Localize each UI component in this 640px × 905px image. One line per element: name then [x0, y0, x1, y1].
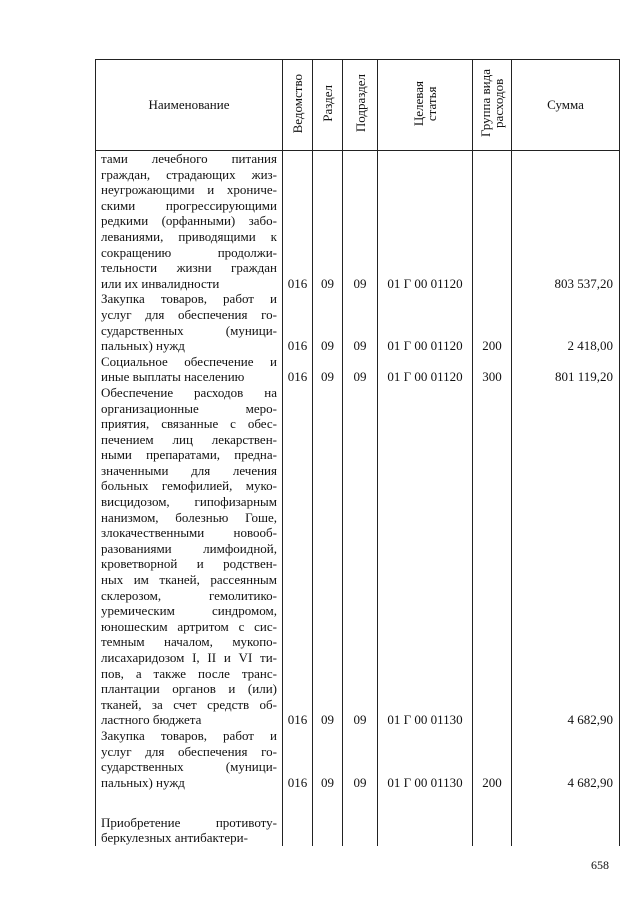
row-name-line: беркулезных антибактери- [101, 830, 248, 846]
row-podrazdel [343, 790, 378, 846]
header-name: Наименование [96, 60, 283, 151]
row-gruppa: 200 [473, 291, 512, 353]
row-name-line: склерозом, гемолитико- [101, 587, 277, 603]
row-name-line: тельности жизни граждан [101, 260, 277, 276]
row-summa: 2 418,00 [512, 291, 620, 353]
row-name-cell [96, 728, 283, 790]
header-summa: Сумма [512, 60, 620, 151]
row-name-line: или их инвалидности [101, 275, 220, 291]
row-vedomstvo: 016 [283, 385, 313, 728]
row-vedomstvo: 016 [283, 291, 313, 353]
row-name-cell [96, 151, 283, 292]
header-razdel: Раздел [313, 60, 343, 151]
row-name-line: иные выплаты населению [101, 369, 245, 385]
row-name-cell [96, 790, 283, 846]
row-name-line: нанизмом, болезнью Гоше, [101, 509, 277, 525]
row-name-line: печением лиц лекарствен- [101, 431, 277, 447]
row-gruppa [473, 790, 512, 846]
row-name-line: граждан, страдающих жиз- [101, 166, 277, 182]
table-body [96, 151, 620, 847]
row-podrazdel: 09 [343, 354, 378, 385]
row-name-line: значенными для лечения [101, 462, 277, 478]
row-name-line: разованиями лимфоидной, [101, 540, 277, 556]
row-razdel: 09 [313, 291, 343, 353]
row-name-line: юношеским артритом с сис- [101, 618, 277, 634]
header-statya: Целевая статья [378, 60, 473, 151]
row-name-line: злокачественными новооб- [101, 525, 277, 541]
row-name-line: плантации органов и (или) [101, 681, 277, 697]
row-razdel: 09 [313, 151, 343, 292]
table-row [96, 151, 620, 292]
row-name-line: Закупка товаров, работ и [101, 727, 277, 743]
row-razdel: 09 [313, 728, 343, 790]
table-row [96, 790, 620, 846]
row-gruppa: 200 [473, 728, 512, 790]
row-summa: 801 119,20 [512, 354, 620, 385]
row-name-line: тами лечебного питания [101, 151, 277, 166]
row-name-line: пальных) нужд [101, 338, 185, 354]
row-name-line: пов, а также после транс- [101, 665, 277, 681]
row-statya: 01 Г 00 01120 [378, 291, 473, 353]
row-name-line: больных гемофилией, муко- [101, 478, 277, 494]
row-name-line: организационные меро- [101, 400, 277, 416]
row-vedomstvo: 016 [283, 728, 313, 790]
row-razdel: 09 [313, 385, 343, 728]
row-summa: 4 682,90 [512, 385, 620, 728]
row-statya: 01 Г 00 01130 [378, 728, 473, 790]
row-name-line: ными препаратами, предна- [101, 447, 277, 463]
row-statya: 01 Г 00 01130 [378, 385, 473, 728]
row-summa: 4 682,90 [512, 728, 620, 790]
row-podrazdel: 09 [343, 385, 378, 728]
table-row [96, 385, 620, 728]
row-name-line: темным началом, мукопо- [101, 634, 277, 650]
row-name-line: Социальное обеспечение и [101, 353, 277, 369]
row-summa [512, 790, 620, 846]
row-razdel: 09 [313, 354, 343, 385]
header-gruppa: Группа вида расходов [473, 60, 512, 151]
row-name-line: услуг для обеспечения го- [101, 306, 277, 322]
budget-table [95, 59, 620, 846]
row-podrazdel: 09 [343, 151, 378, 292]
row-name-cell [96, 385, 283, 728]
row-name-line: услуг для обеспечения го- [101, 743, 277, 759]
row-name-line: сокращению продолжи- [101, 244, 277, 260]
row-name-line: неугрожающими и хрониче- [101, 182, 277, 198]
row-name-line: Приобретение противоту- [101, 814, 277, 830]
row-name-line: висцидозом, гипофизарным [101, 494, 277, 510]
row-name-line: приятия, связанные с обес- [101, 416, 277, 432]
row-vedomstvo: 016 [283, 151, 313, 292]
row-name-line: скими прогрессирующими [101, 197, 277, 213]
row-name-line: ных им тканей, рассеянным [101, 572, 277, 588]
row-razdel [313, 790, 343, 846]
row-name-line: редкими (орфанными) забо- [101, 213, 277, 229]
header-vedomstvo: Ведомство [283, 60, 313, 151]
row-name-line: сударственных (муници- [101, 759, 277, 775]
row-gruppa [473, 385, 512, 728]
row-podrazdel: 09 [343, 728, 378, 790]
row-name-cell [96, 354, 283, 385]
row-gruppa: 300 [473, 354, 512, 385]
header-podrazdel: Подраздел [343, 60, 378, 151]
row-vedomstvo: 016 [283, 354, 313, 385]
row-name-line: уремическим синдромом, [101, 603, 277, 619]
row-statya: 01 Г 00 01120 [378, 354, 473, 385]
row-name-line: леваниями, приводящими к [101, 228, 277, 244]
row-name-line: тканей, за счет средств об- [101, 696, 277, 712]
row-name-line: Закупка товаров, работ и [101, 291, 277, 307]
row-name-line: лисахаридозом I, II и VI ти- [101, 650, 277, 665]
row-statya [378, 790, 473, 846]
table-row [96, 354, 620, 385]
row-statya: 01 Г 00 01120 [378, 151, 473, 292]
table-row [96, 291, 620, 353]
page-number: 658 [591, 858, 609, 872]
row-name-cell [96, 291, 283, 353]
row-summa: 803 537,20 [512, 151, 620, 292]
row-gruppa [473, 151, 512, 292]
row-vedomstvo [283, 790, 313, 846]
row-name-line: пальных) нужд [101, 774, 185, 790]
table-row [96, 728, 620, 790]
row-name-line: ластного бюджета [101, 712, 202, 728]
table-header-row [96, 60, 620, 151]
row-podrazdel: 09 [343, 291, 378, 353]
row-name-line: кроветворной и родствен- [101, 556, 277, 572]
row-name-line: сударственных (муници- [101, 322, 277, 338]
row-name-line: Обеспечение расходов на [101, 384, 277, 400]
